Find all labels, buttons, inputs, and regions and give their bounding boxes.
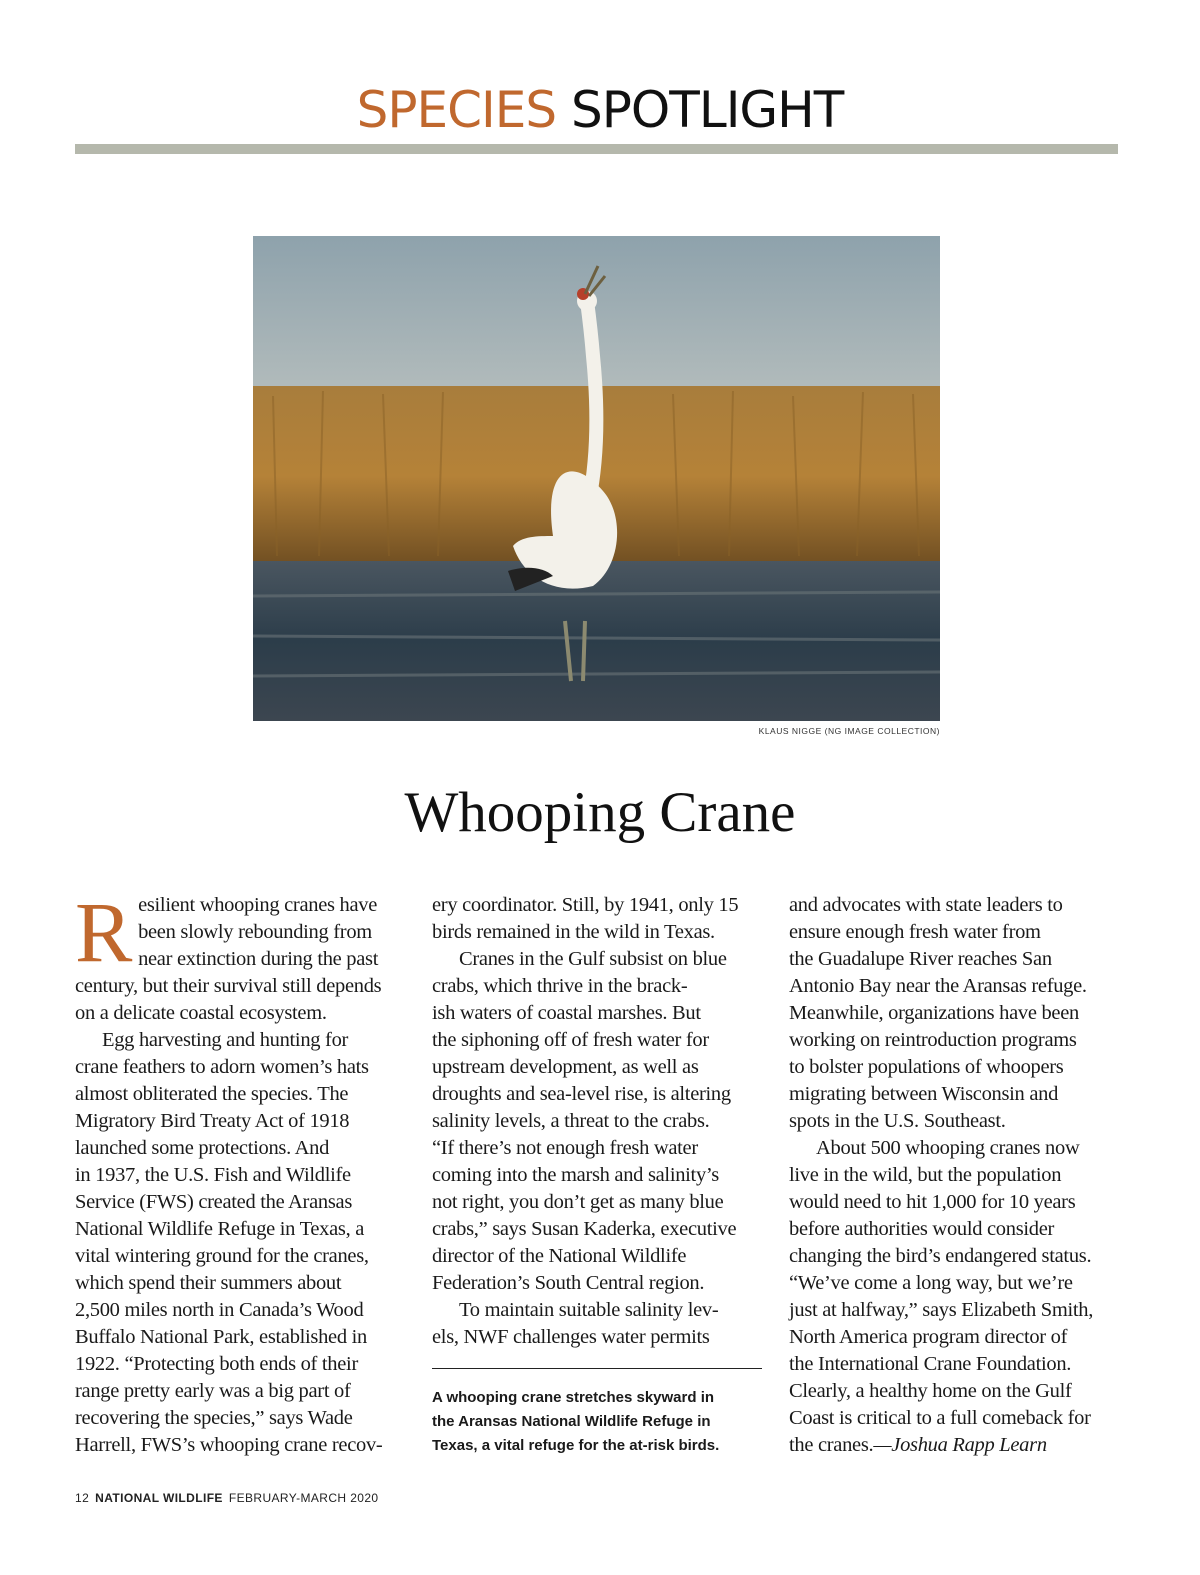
body-line: Meanwhile, organizations have been <box>789 1002 1079 1024</box>
body-line: 2,500 miles north in Canada’s Wood <box>75 1299 364 1321</box>
body-line: been slowly rebounding from <box>138 921 372 943</box>
body-line: on a delicate coastal ecosystem. <box>75 1002 327 1024</box>
issue-date: FEBRUARY-MARCH 2020 <box>228 1491 379 1505</box>
page-number: 12 <box>75 1491 90 1505</box>
body-line: near extinction during the past <box>138 948 379 970</box>
body-line: Buffalo National Park, established in <box>75 1326 367 1348</box>
body-line: migrating between Wisconsin and <box>789 1083 1059 1105</box>
body-line: North America program director of <box>789 1326 1068 1348</box>
body-line: 1922. “Protecting both ends of their <box>75 1353 358 1375</box>
body-line: els, NWF challenges water permits <box>432 1326 710 1348</box>
body-line: launched some protections. And <box>75 1137 330 1159</box>
body-line: upstream development, as well as <box>432 1056 699 1078</box>
body-line: Cranes in the Gulf subsist on blue <box>459 948 727 970</box>
body-line: Migratory Bird Treaty Act of 1918 <box>75 1110 350 1132</box>
article-column-2 <box>432 892 767 1351</box>
caption-line: A whooping crane stretches skyward in <box>432 1389 715 1406</box>
body-line: Harrell, FWS’s whooping crane recov- <box>75 1434 383 1456</box>
article-title: Whooping Crane <box>404 781 796 844</box>
header-word-spotlight: SPOTLIGHT <box>571 81 844 139</box>
body-line: vital wintering ground for the cranes, <box>75 1245 369 1267</box>
body-line: ensure enough fresh water from <box>789 921 1041 943</box>
drop-cap: R <box>75 884 133 980</box>
body-line: live in the wild, but the population <box>789 1164 1062 1186</box>
header-rule <box>75 144 1118 154</box>
body-line: About 500 whooping cranes now <box>816 1137 1080 1159</box>
body-line: just at halfway,” says Elizabeth Smith, <box>789 1299 1094 1321</box>
body-line: recovering the species,” says Wade <box>75 1407 353 1429</box>
body-line: “We’ve come a long way, but we’re <box>789 1272 1073 1294</box>
body-line: which spend their summers about <box>75 1272 342 1294</box>
body-line: crabs, which thrive in the brack- <box>432 975 688 997</box>
body-line: Coast is critical to a full comeback for <box>789 1407 1091 1429</box>
page-footer <box>75 1491 379 1505</box>
body-line: before authorities would consider <box>789 1218 1055 1240</box>
body-line: crane feathers to adorn women’s hats <box>75 1056 369 1078</box>
body-line: To maintain suitable salinity lev- <box>459 1299 719 1321</box>
body-line: century, but their survival still depends <box>75 975 382 997</box>
caption-rule <box>432 1368 762 1369</box>
article-column-1 <box>75 884 415 1459</box>
body-line: Clearly, a healthy home on the Gulf <box>789 1380 1072 1402</box>
body-line: spots in the U.S. Southeast. <box>789 1110 1006 1132</box>
body-line: birds remained in the wild in Texas. <box>432 921 715 943</box>
body-line: “If there’s not enough fresh water <box>432 1137 698 1159</box>
body-line-text: the cranes. <box>789 1434 874 1456</box>
body-line: Antonio Bay near the Aransas refuge. <box>789 975 1087 997</box>
body-line: salinity levels, a threat to the crabs. <box>432 1110 710 1132</box>
body-line: coming into the marsh and salinity’s <box>432 1164 719 1186</box>
photo-caption <box>432 1386 767 1458</box>
body-line: to bolster populations of whoopers <box>789 1056 1064 1078</box>
article-column-3 <box>789 892 1124 1459</box>
body-line: droughts and sea-level rise, is altering <box>432 1083 731 1105</box>
body-line: would need to hit 1,000 for 10 years <box>789 1191 1076 1213</box>
body-line: Federation’s South Central region. <box>432 1272 705 1294</box>
crane-photo <box>253 236 940 721</box>
section-header <box>0 78 1200 142</box>
body-line: the International Crane Foundation. <box>789 1353 1072 1375</box>
body-line: not right, you don’t get as many blue <box>432 1191 724 1213</box>
body-line: esilient whooping cranes have <box>138 894 377 916</box>
body-line: ery coordinator. Still, by 1941, only 15 <box>432 894 739 916</box>
body-line: working on reintroduction programs <box>789 1029 1077 1051</box>
body-line: Service (FWS) created the Aransas <box>75 1191 352 1213</box>
body-line-final <box>789 1432 1124 1459</box>
body-line: almost obliterated the species. The <box>75 1083 349 1105</box>
body-line: and advocates with state leaders to <box>789 894 1063 916</box>
caption-line: the Aransas National Wildlife Refuge in <box>432 1413 711 1430</box>
body-line: the siphoning off of fresh water for <box>432 1029 709 1051</box>
body-line: changing the bird’s endangered status. <box>789 1245 1092 1267</box>
body-line: crabs,” says Susan Kaderka, executive <box>432 1218 737 1240</box>
magazine-name: NATIONAL WILDLIFE <box>95 1491 223 1505</box>
caption-line: Texas, a vital refuge for the at-risk birds. <box>432 1437 720 1454</box>
body-line: ish waters of coastal marshes. But <box>432 1002 701 1024</box>
body-line: Egg harvesting and hunting for <box>102 1029 349 1051</box>
author-signature: —Joshua Rapp Learn <box>873 1434 1047 1456</box>
photo-credit: KLAUS NIGGE (NG IMAGE COLLECTION) <box>758 726 940 736</box>
body-line: range pretty early was a big part of <box>75 1380 351 1402</box>
header-word-species: SPECIES <box>356 81 557 139</box>
body-line: National Wildlife Refuge in Texas, a <box>75 1218 365 1240</box>
body-line: director of the National Wildlife <box>432 1245 687 1267</box>
body-line: the Guadalupe River reaches San <box>789 948 1052 970</box>
body-line: in 1937, the U.S. Fish and Wildlife <box>75 1164 351 1186</box>
